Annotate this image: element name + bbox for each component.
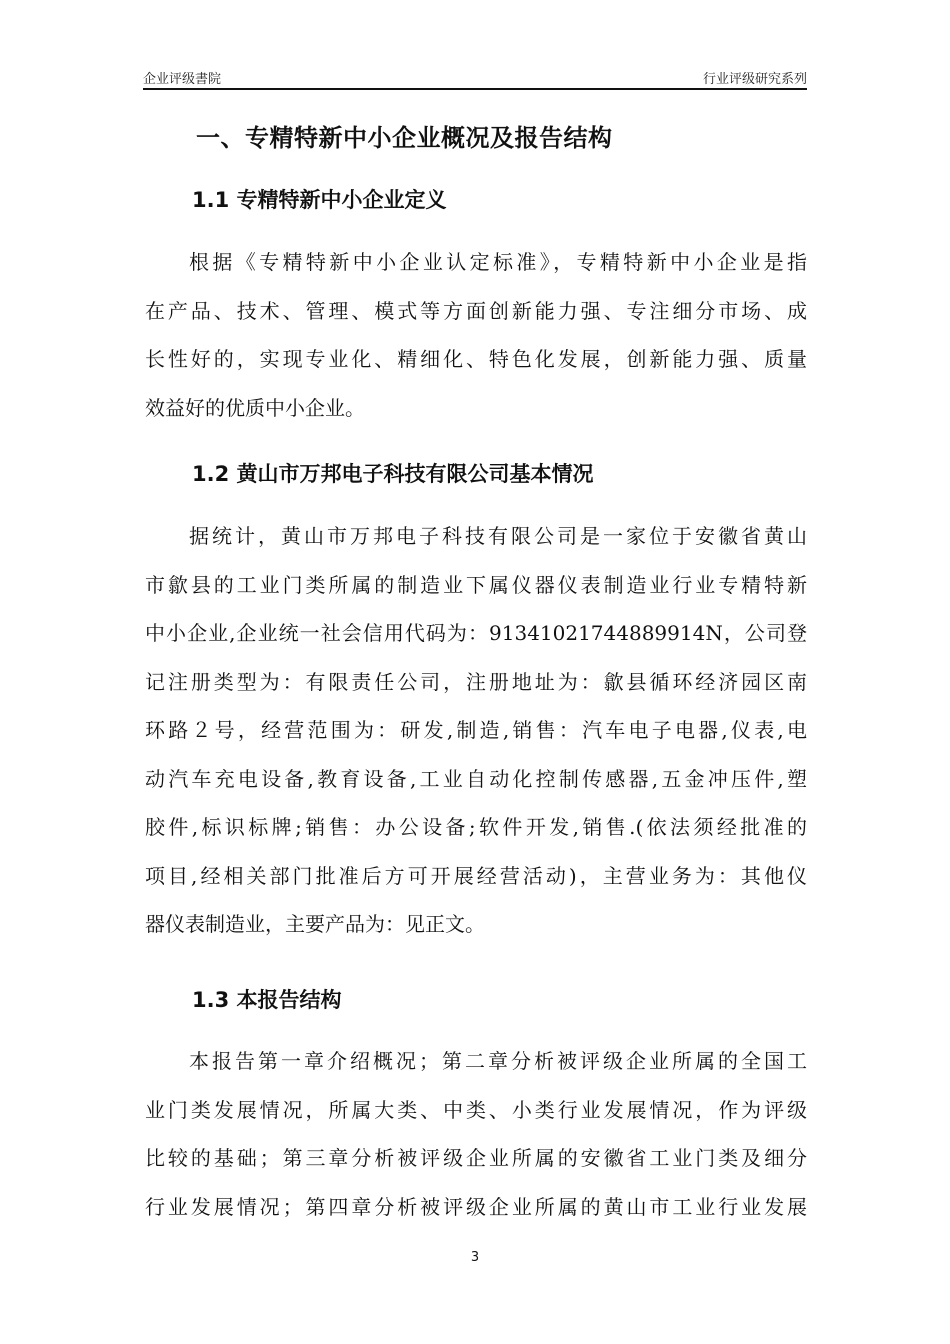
text-line: 根据《专精特新中小企业认定标准》，专精特新中小企业是指 (189, 250, 807, 274)
text-line: 动汽车充电设备,教育设备,工业自动化控制传感器,五金冲压件,塑 (145, 766, 807, 791)
text-line: 器仪表制造业，主要产品为：见正文。 (145, 912, 485, 936)
section-body-1-2 (145, 512, 807, 949)
text-line: 行业发展情况；第四章分析被评级企业所属的黄山市工业行业发展 (145, 1194, 807, 1219)
section-body-1-3 (145, 1037, 807, 1231)
text-line: 效益好的优质中小企业。 (145, 395, 365, 420)
text-line: 比较的基础；第三章分析被评级企业所属的安徽省工业门类及细分 (145, 1146, 807, 1170)
text-line: 中小企业,企业统一社会信用代码为：91341021744889914N，公司登 (145, 621, 807, 645)
text-line: 本报告第一章介绍概况；第二章分析被评级企业所属的全国工 (189, 1049, 807, 1073)
header-publisher: 企业评级書院 (143, 72, 222, 87)
text-line: 胶件,标识标牌;销售：办公设备;软件开发,销售.(依法须经批准的 (145, 815, 807, 839)
header-rule (143, 88, 807, 90)
section-heading-1-2: 1.2 黄山市万邦电子科技有限公司基本情况 (192, 462, 594, 486)
text-line: 环路２号，经营范围为：研发,制造,销售：汽车电子电器,仪表,电 (145, 718, 807, 742)
text-line: 记注册类型为：有限责任公司，注册地址为：歙县循环经济园区南 (145, 669, 807, 694)
text-line: 长性好的，实现专业化、精细化、特色化发展，创新能力强、质量 (145, 347, 807, 371)
page-header (143, 66, 807, 86)
chapter-title: 一、专精特新中小企业概况及报告结构 (196, 124, 613, 152)
section-heading-1-3: 1.3 本报告结构 (192, 988, 342, 1012)
section-heading-1-1: 1.1 专精特新中小企业定义 (192, 188, 447, 212)
text-line: 业门类发展情况，所属大类、中类、小类行业发展情况，作为评级 (145, 1097, 807, 1122)
text-line: 据统计，黄山市万邦电子科技有限公司是一家位于安徽省黄山 (189, 524, 807, 548)
page-number: 3 (470, 1250, 480, 1265)
section-body-1-1 (145, 238, 807, 432)
header-series: 行业评级研究系列 (702, 72, 807, 87)
text-line: 项目,经相关部门批准后方可开展经营活动)，主营业务为：其他仪 (145, 863, 807, 888)
text-line: 在产品、技术、管理、模式等方面创新能力强、专注细分市场、成 (145, 298, 807, 323)
text-line: 市歙县的工业门类所属的制造业下属仪器仪表制造业行业专精特新 (145, 572, 807, 597)
